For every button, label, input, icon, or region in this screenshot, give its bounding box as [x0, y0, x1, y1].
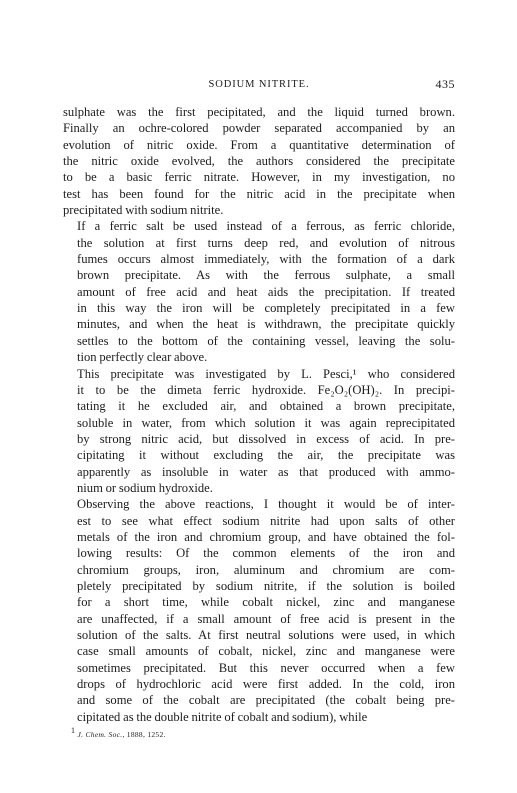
text-line: sulphate was the first pecipitated, and the liquid turned brown.	[63, 105, 455, 119]
text-line: amount of free acid and heat aids the precipitation. If treated	[77, 284, 455, 299]
text-line: metals of the iron and chromium group, and have obtained the fol-	[77, 529, 455, 544]
text-line: cipitating it without excluding the air, the precipitate was	[77, 448, 455, 463]
page-number: 435	[435, 77, 455, 91]
text-line: and some of the cobalt are precipitated (the cobalt being pre-	[77, 693, 455, 708]
text-line: solution of the salts. At first neutral solutions were used, in which	[77, 628, 455, 642]
body-text	[63, 104, 455, 725]
text-line: evolution of nitric oxide. From a quantitative determination of	[63, 137, 455, 152]
text-line: sometimes precipitated. But this never occurred when a few	[77, 660, 455, 675]
text-line: cipitated as the double nitrite of cobalt and sodium), while	[77, 709, 368, 724]
text-line: it to be the dimeta ferric hydroxide. Fe₂O₂(OH)₂. In precipi-	[77, 382, 455, 397]
text-line: est to see what effect sodium nitrite had upon salts of other	[77, 513, 455, 528]
footnote-citation: , 1888, 1252.	[122, 730, 166, 740]
text-line: tating it he excluded air, and obtained a brown precipitate,	[77, 399, 455, 414]
text-line: settles to the bottom of the containing vessel, leaving the solu-	[77, 333, 455, 348]
text-line: lowing results: Of the common elements of the iron and	[77, 546, 455, 561]
text-line: are unaffected, if a small amount of free acid is present in the	[77, 611, 455, 626]
text-line: the nitric oxide evolved, the authors considered the precipitate	[63, 154, 455, 169]
text-line: drops of hydrochloric acid were first added. In the cold, iron	[77, 677, 455, 692]
text-line: apparently as insoluble in water as that produced with ammo-	[77, 464, 455, 479]
text-line: fumes occurs almost immediately, with the formation of a dark	[77, 252, 455, 267]
text-line: test has been found for the nitric acid in the precipitate when	[63, 186, 455, 201]
text-line: This precipitate was investigated by L. Pesci,¹ who considered	[77, 366, 455, 381]
text-line: nium or sodium hydroxide.	[77, 480, 213, 495]
running-head: SODIUM NITRITE.	[208, 79, 310, 90]
text-line: If a ferric salt be used instead of a ferrous, as ferric chloride,	[77, 219, 455, 234]
text-line: tion perfectly clear above.	[77, 350, 208, 365]
book-page	[63, 75, 455, 740]
paragraph	[63, 218, 455, 365]
text-line: pletely precipitated by sodium nitrite, if the solution is boiled	[77, 578, 455, 593]
text-line: for a short time, while cobalt nickel, zinc and manganese	[77, 595, 455, 610]
text-line: minutes, and when the heat is withdrawn, the precipitate quickly	[77, 317, 455, 332]
text-line: to be a basic ferric nitrate. However, in my investigation, no	[63, 170, 455, 185]
text-line: Observing the above reactions, I thought it would be of inter-	[77, 497, 455, 512]
paragraph	[63, 496, 455, 725]
text-line: case small amounts of cobalt, nickel, zinc and manganese were	[77, 644, 455, 659]
paragraph	[63, 366, 455, 497]
text-line: the solution at first turns deep red, and evolution of nitrous	[77, 235, 455, 250]
text-line: by strong nitric acid, but dissolved in excess of acid. In pre-	[77, 431, 455, 446]
text-line: brown precipitate. As with the ferrous sulphate, a small	[77, 268, 455, 283]
footnote	[63, 726, 455, 740]
text-line: Finally an ochre-colored powder separated accompanied by an	[63, 121, 455, 136]
page-header	[63, 75, 455, 93]
text-line: chromium groups, iron, aluminum and chromium are com-	[77, 562, 455, 577]
text-line: soluble in water, from which solution it was again reprecipitated	[77, 415, 455, 430]
text-line: in this way the iron will be completely precipitated in a few	[77, 301, 455, 316]
footnote-marker: 1	[71, 726, 76, 736]
text-line: precipitated with sodium nitrite.	[63, 203, 224, 218]
footnote-journal: J. Chem. Soc.	[77, 730, 123, 740]
paragraph	[63, 104, 455, 218]
